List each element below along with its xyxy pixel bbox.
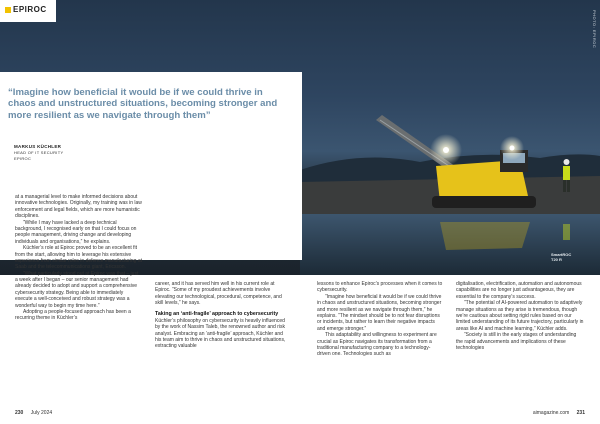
worker-reflection [563,224,570,240]
quote-author-org: EPIROC [14,156,32,161]
article-column-3 [317,281,444,358]
brand-name: EPIROC [13,5,47,14]
machine-reflection [440,222,530,250]
article-column-2 [155,281,287,350]
paragraph: “The potential of AI-powered automation to adaptively manage situations as they arise is tremendous, though we’re cautious about setting rigid rules based on our limited understanding of its future trajectory, particularly in areas like AI and machine learning,” Küchler adds. [456,300,584,332]
paragraph: at a managerial level to make informed decisions about innovative technologies. Originally, my training was in law enforcement and legal fields, which are more humanistic disciplines. [15,194,142,220]
article-column-4 [456,281,584,351]
paragraph: career, and it has served him well in his current role at Epiroc. “Some of my proudest achievements involve elevating our technological, procedural, competence, and skill levels,” he says. [155,281,282,307]
site-url: aimagazine.com [532,410,570,416]
worker-leg-left [563,180,566,192]
page-number-right: 231 [576,410,585,416]
paragraph: “While I may have lacked a deep technical background, I recognised early on that I could focus on people management, driving change and developing individuals and organisations,” he explains. [15,219,137,245]
paragraph: Küchler’s philosophy on cybersecurity is heavily influenced by the work of Nassim Taleb, the renowned author and risk analyst. Embracing an ‘anti-fragile’ approach, Küchler and his team aim to thrive in chaos and unstructured situations, extracting valuable [155,317,286,350]
paragraph: “Imagine how beneficial it would be if we could thrive in chaos and unstructured situations, becoming stronger and more resilient as we navigate through them,” he explains. “The mindset should be to not fear disruptions or incidents, but rather to learn their negative impacts and emerge stronger.” [317,293,442,332]
section-heading: Taking an ‘anti-fragile’ approach to cybersecurity [155,310,279,317]
paragraph: Küchler’s role at Epiroc proved to be an excellent fit from the start, allowing him to leverage his extensive experience from similar roles in defence manufacturing at Saab and the telecommunications giant, Ericsson. [15,245,143,271]
photo-credit: PHOTO: EPIROC [592,10,597,49]
paragraph: Adopting a people-focused approach has been a recurring theme in Küchler’s [15,309,131,322]
article-column-1 [15,194,142,322]
page-number-left: 230 [15,410,24,416]
pull-quote: “Imagine how beneficial it would be if we could thrive in chaos and unstructured situations, becoming stronger and more resilient as we navigate through them” [8,87,278,121]
paragraph: “Society is still in the early stages of understanding the rapid advancements and implications of these technologies [456,332,577,351]
paragraph: lessons to enhance Epiroc’s processes when it comes to cybersecurity. [317,281,443,294]
brand-header [0,0,56,22]
brand-mark-icon [5,7,11,13]
photo-caption [551,252,571,262]
work-light [443,147,449,153]
quote-author-role: HEAD OF IT SECURITY [14,150,64,155]
footer-right [533,410,585,416]
caption-line: T20 R [551,257,562,262]
worker-leg-right [567,180,570,192]
caption-line: SmartROC [551,252,572,257]
paragraph: digitalisation, electrification, automation and autonomous capabilities are no longer just advantageous, they are essential to the company’s success. [456,281,582,300]
issue-date: July 2024 [30,410,53,416]
machine-tracks [432,196,536,208]
paragraph: This adaptability and willingness to experiment are crucial as Epiroc navigates its transformation from a traditional manufacturing company to a technology-driven one. Technologies such as [317,332,437,358]
worker-helmet [564,159,570,165]
cab-light [510,146,515,151]
worker-vest [563,166,570,180]
footer-left [15,410,52,416]
paragraph: “What particularly stood out at Epiroc was that – just a week after I began – our senior management had already decided to adopt and support a comprehensive cybersecurity strategy. Being able to immediately execute a well-conceived and robust strategy was a wonderful way to begin my time here.” [15,270,139,309]
quote-author-name: MARKUS KÜCHLER [14,144,62,149]
